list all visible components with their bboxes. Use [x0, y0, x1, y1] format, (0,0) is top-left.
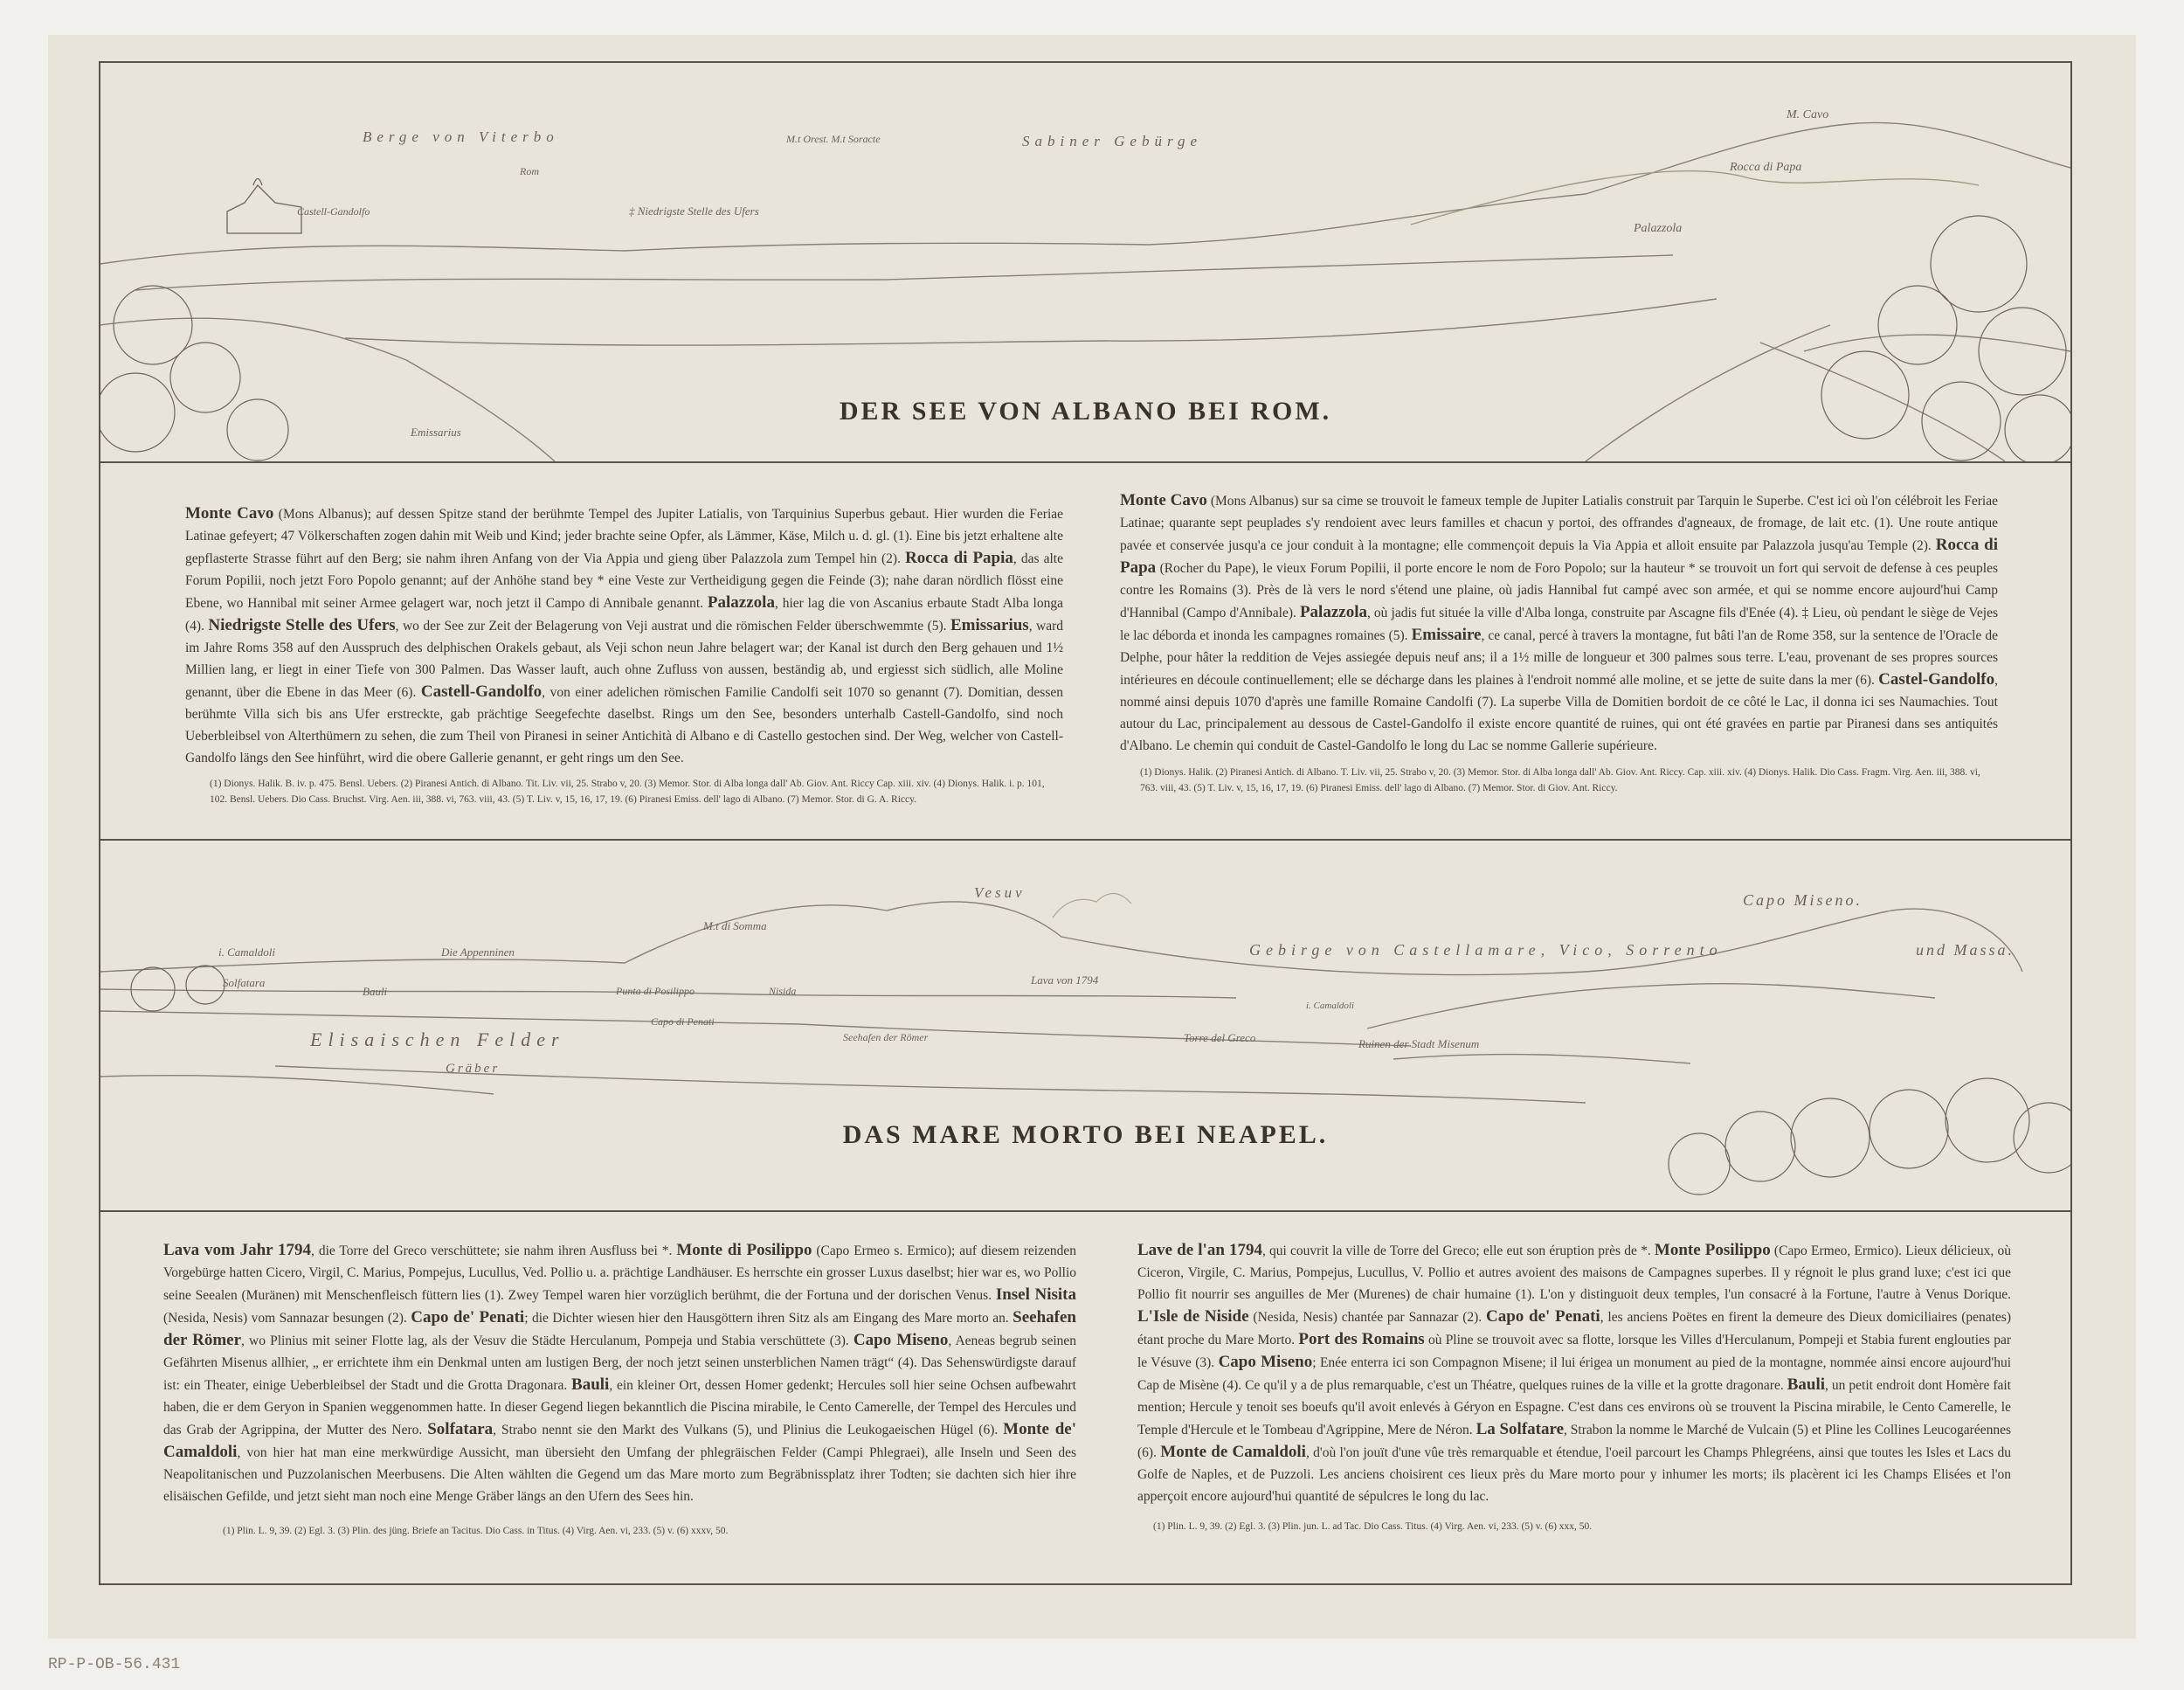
- entry-heading: Niedrigste Stelle des Ufers: [208, 616, 396, 634]
- label-somma: M.t di Somma: [703, 919, 767, 932]
- label-graeber: Gräber: [446, 1062, 501, 1076]
- entry-text: où Pline se trouvoit avec sa flotte, lorsque les Villes d'Herculanum, Pompeji et Stabia furent englouties par le Vésuve (3).: [1137, 1333, 2011, 1370]
- label-emissarius: Emissarius: [411, 426, 461, 439]
- entry-text: , von einer adelichen römischen Familie Candolfi seit 1070 so genannt (7). Domitian, dessen berühmte Villa sich bis ans Ufer erstreckte, gab prächtige Seegefechte daselbst. Rings um den See, besonders unterhalb Castell-Gandolfo, sind noch Ueberbleibsel von Alterthümern zu sehen, die zum Theil von Piranesi in seiner Antichità di Albano e di Castello gestochen sind. Der Weg, welcher von Castell-Gandolfo längs den See hinführt, wird die obere Gallerie genannt, er geht rings um den See.: [185, 685, 1063, 765]
- mare-morto-text-french: [1137, 1239, 2011, 1507]
- entry-heading: Rocca di Papa: [1120, 536, 1998, 577]
- entry-text: (Rocher du Pape), le vieux Forum Popilii, il porte encore le nom de Foro Popolo; sur la hauteur * se trouvoit un fort qui servoit de defense à ces peuples contre les Romains (3). Près de là vers le nord s'étend une plaine, où jadis Hannibal fut campé avec son armée, et qui se nomme encore aujourd'hui Camp d'Hannibal (Campo d'Annibale).: [1120, 561, 1998, 620]
- divider-1: [99, 461, 2072, 463]
- label-vesuv: Vesuv: [974, 884, 1026, 901]
- label-castell-gandolfo: Castell-Gandolfo: [297, 205, 370, 218]
- entry-text: , von hier hat man eine merkwürdige Aussicht, man übersieht den Umfang der phlegräischen Felder (Campi Phlegraei), alle Inseln und Seen des Neapolitanischen und Puzzolanischen Meerbusens. Die Alten wählten die Gegend um das Mare morto zum Begräbnissplatz ihrer Todten; sie dachten sich hier ihre elisäischen Gefilde, und jetzt sieht man noch eine Menge Gräber längs an den Ufern des Sees hin.: [163, 1445, 1076, 1504]
- entry-text: , ein kleiner Ort, dessen Homer gedenkt; Hercules soll hier seine Ochsen aufbewahrt haben, die er dem Geryon in Spanien weggenommen hatte. In dieser Gegend liegen bekanntlich die Piscina mirabile, le Cento Camerelle, der Tempel des Hercules und das Grab der Agrippina, der Mutter des Nero.: [163, 1378, 1076, 1437]
- entry-heading: Monte di Posilippo: [676, 1241, 812, 1259]
- label-berge-viterbo: Berge von Viterbo: [363, 128, 559, 145]
- entry-heading: Emissarius: [950, 616, 1029, 634]
- entry-text: (Mons Albanus); auf dessen Spitze stand der berühmte Tempel des Jupiter Latialis, von Tarquinius Superbus gebaut. Hier wurden die Feriae Latinae gefeyert; 47 Völkerschaften zogen dahin mit Weib und Kind; jeder brachte seine Opfer, als Lämmer, Käse, Milch u. d. gl. (1). Eine bis jetzt erhaltene alte gepflasterte Strasse führt auf den Berg; sie nahm ihren Anfang von der Via Appia und gieng über Palazzola zum Tempel hin (2).: [185, 507, 1064, 566]
- entry-heading: Insel Nisita: [995, 1285, 1076, 1304]
- entry-heading: Monte de Camaldoli: [1160, 1443, 1306, 1461]
- albano-text-french: [1120, 489, 1998, 757]
- label-elisaischen-felder: Elisaischen Felder: [310, 1029, 565, 1050]
- label-posilippo: Punta di Posilippo: [616, 985, 695, 997]
- entry-text: , ce canal, percé à travers la montagne, fut bâti l'an de Rome 358, sur la sentence de l'Oracle de Delphe, pour hâter la reddition de Vejes assiegée depuis neuf ans; il a 1½ mille de longueur et 300 palmes sous terre. L'eau, provenant de ses propres sources intérieures en découle continuellement; elle se décharge dans les plaines à l'endroit nommé alle moline, et se jette de suite dans la mer (6).: [1120, 628, 1998, 688]
- entry-heading: L'Isle de Niside: [1137, 1307, 1249, 1326]
- entry-text: (Nesida, Nesis) vom Sannazar besungen (2).: [163, 1311, 411, 1326]
- divider-3: [99, 1210, 2072, 1212]
- entry-heading: Castel-Gandolfo: [1878, 670, 1995, 689]
- entry-heading: Monte de' Camaldoli: [163, 1420, 1076, 1461]
- label-ruinen-misenum: Ruinen der Stadt Misenum: [1358, 1037, 1480, 1050]
- label-camaldoli-2: i. Camaldoli: [1306, 1001, 1355, 1011]
- entry-heading: Lave de l'an 1794: [1137, 1241, 1262, 1259]
- entry-text: ; Enée enterra ici son Compagnon Misene; il lui érigea un monument au pied de la montagne, nommée ainsi encore aujourd'hui Cap de Misène (4). Ce qu'il y a de plus remarquable, c'est un Théatre, quelques ruines de la ville et la grotte dragonare.: [1137, 1355, 2012, 1393]
- label-nisida: Nisida: [769, 985, 797, 997]
- entry-text: , qui couvrit la ville de Torre del Greco; elle eut son éruption près de *.: [1261, 1243, 1655, 1258]
- entry-heading: Capo de' Penati: [1486, 1307, 1600, 1326]
- label-sabiner-gebuerge: Sabiner Gebürge: [1022, 133, 1202, 149]
- label-rocca-di-papa: Rocca di Papa: [1730, 161, 1802, 174]
- entry-heading: Bauli: [1787, 1375, 1826, 1394]
- label-camaldoli: i. Camaldoli: [218, 945, 276, 959]
- mare-morto-panorama: [100, 841, 2070, 1210]
- entry-text: , les anciens Poëtes en firent la demeure des Dieux domiciliaires (penates) étant proche du Mare Morto.: [1137, 1310, 2012, 1347]
- entry-heading: Port des Romains: [1298, 1330, 1425, 1348]
- label-seehafen: Seehafen der Römer: [843, 1031, 929, 1043]
- label-bauli: Bauli: [363, 985, 388, 998]
- mare-morto-footnotes-french: (1) Plin. L. 9, 39. (2) Egl. 3. (3) Plin. jun. L. ad Tac. Dio Cass. Titus. (4) Virg. Aen. vi, 233. (5) v. (6) xxx, 50.: [1153, 1521, 1593, 1532]
- label-niedrigste-stelle: ‡ Niedrigste Stelle des Ufers: [629, 204, 759, 218]
- label-lava-1794: Lava von 1794: [1031, 973, 1099, 987]
- entry-text: , Aeneas begrub seinen Gefährten Misenus allhier, „ er errichtete ihm ein Denkmal unten am lustigen Berg, der noch jetzt seinen unsterblichen Namen trägt“ (4). Das Sehenswürdigste darauf ist: ein Theater, einige Ueberbleibsel der Stadt und die Grotta Dragonara.: [163, 1333, 1077, 1393]
- entry-text: , ward im Jahre Roms 358 auf den Ausspruch des delphischen Orakels gebaut, als Veji schon neun Jahre belagert war; der Kanal ist durch den Berg gehauen und 1½ Millien lang, er liegt in einer Tiefe von 300 Palmen. Das Wasser lauft, auch ohne Zufluss von aussen, beständig ab, und ergiesst sich südlich, alle Moline genannt, über die Ebene in das Meer (6).: [185, 619, 1063, 700]
- entry-heading: Capo de' Penati: [411, 1308, 525, 1326]
- label-solfatara: Solfatara: [223, 976, 266, 989]
- mare-morto-text-german: [163, 1239, 1076, 1507]
- entry-text: (Capo Ermeo, Ermico). Lieux délicieux, où Ciceron, Virgile, C. Marius, Pompejus, Lucullus, V. Pollio et autres avoient des maisons de Campagnes superbes. Il y régnoit le plus grand luxe; c'est ici que Pollio fit nourrir ses anguilles de Mer (Murenes) de chair humaine (1). L'on y distinguoit deux temples, l'un consacré à la Fortune, l'autre à Venus Dorique.: [1137, 1243, 2012, 1302]
- entry-text: ; die Dichter wiesen hier den Hausgöttern ihren Sitz als am Eingang des Mare morto an.: [524, 1311, 1013, 1326]
- entry-heading: Bauli: [571, 1375, 610, 1394]
- albano-title: DER SEE VON ALBANO BEI ROM.: [839, 397, 1332, 426]
- entry-heading: Monte Posilippo: [1654, 1241, 1771, 1259]
- entry-heading: Palazzola: [707, 593, 775, 612]
- entry-heading: Castell-Gandolfo: [420, 682, 543, 701]
- entry-text: , wo der See zur Zeit der Belagerung von Veji austrat und die römischen Felder überschwemmte (5).: [395, 619, 950, 634]
- entry-heading: Monte Cavo: [1120, 491, 1207, 509]
- entry-heading: Capo Miseno: [1218, 1353, 1313, 1371]
- entry-text: , Strabon la nomme le Marché de Vulcain (5) et Pline les Collines Leucogaréennes (6).: [1137, 1423, 2011, 1460]
- entry-heading: Monte Cavo: [185, 504, 274, 523]
- entry-text: , Strabo nennt sie den Markt des Vulkans (5), und Plinius die Leukogaeischen Hügel (6).: [493, 1423, 1004, 1437]
- label-appenninen: Die Appenninen: [441, 945, 515, 959]
- label-palazzola: Palazzola: [1634, 222, 1683, 235]
- mare-morto-footnotes-german: (1) Plin. L. 9, 39. (2) Egl. 3. (3) Plin. des jüng. Briefe an Tacitus. Dio Cass. in Titus. (4) Virg. Aen. vi, 233. (5) v. (6) xxxv, 50.: [223, 1526, 729, 1536]
- entry-heading: Solfatara: [427, 1420, 494, 1438]
- albano-panorama: [100, 63, 2070, 461]
- inventory-number: RP-P-OB-56.431: [48, 1656, 181, 1673]
- entry-heading: Rocca di Papia: [905, 549, 1013, 567]
- label-massa: und Massa.: [1916, 941, 2015, 959]
- entry-text: , hier lag die von Ascanius erbaute Stadt Alba longa (4).: [185, 596, 1063, 634]
- entry-text: , où jadis fut située la ville d'Alba longa, construite par Ascagne fils d'Enée (4). ‡ Lieu, où pendant le siège de Vejes le lac déborda et inonda les campagnes romaines (5).: [1120, 606, 1998, 643]
- entry-heading: Emissaire: [1411, 626, 1482, 644]
- albano-footnotes-german: (1) Dionys. Halik. B. iv. p. 475. Bensl. Uebers. (2) Piranesi Antich. di Albano. Tit. Liv. vii, 25. Strabo v, 20. (3) Memor. Stor. di Alba longa dall' Ab. Giov. Ant. Riccy Cap. xiii. xiv. (4) Dionys. Halik. i. p. 101, 102. Bensl. Uebers. Dio Cass. Bruchst. Virg. Aen. iii, 388. vi, 763. viii, 43. (5) T. Liv. v, 15, 16, 17, 19. (6) Piranesi Emiss. dell' lago di Albano. (7) Memor. Stor. di G. A. Riccy.: [210, 779, 1045, 805]
- entry-heading: La Solfatare: [1476, 1420, 1565, 1438]
- entry-text: (Nesida, Nesis) chantée par Sannazar (2).: [1248, 1310, 1486, 1325]
- label-orest-soracte: M.t Orest. M.t Soracte: [786, 133, 881, 145]
- entry-text: , die Torre del Greco verschüttete; sie nahm ihren Ausfluss bei *.: [311, 1243, 677, 1258]
- albano-text-german: [185, 502, 1063, 769]
- label-capo-penati: Capo di Penati: [651, 1015, 715, 1028]
- label-gebirge: Gebirge von Castellamare, Vico, Sorrento: [1249, 941, 1723, 959]
- entry-text: , d'où l'on jouït d'une vûe très remarquable et étendue, l'oeil parcourt les Champs Phlegréens, ainsi que toutes les Isles et Lacs du Golfe de Naples, et de Puzzoli. Les anciens choisirent ces lieux près du Mare morto pour y inhumer les morts; ils placèrent ici les Champs Elisées et l'on apperçoit encore aujourd'hui quantité de sépulcres le long du lac.: [1137, 1445, 2011, 1504]
- albano-footnotes-french: (1) Dionys. Halik. (2) Piranesi Antich. di Albano. T. Liv. vii, 25. Strabo v, 20. (3) Memor. Stor. di Alba longa dall' Ab. Giov. Ant. Riccy. Cap. xiii. xiv. (4) Dionys. Halik. Dio Cass. Fragm. Virg. Aen. iii, 388. vi, 763. viii, 43. (5) T. Liv. v, 15, 16, 17, 19. (6) Piranesi Emiss. dell' lago di Albano. (7) Memor. Stor. di Giov. Ant. Riccy.: [1140, 767, 1980, 793]
- entry-heading: Lava vom Jahr 1794: [163, 1241, 312, 1259]
- label-torre-greco: Torre del Greco: [1184, 1031, 1256, 1044]
- mare-morto-title: DAS MARE MORTO BEI NEAPEL.: [842, 1120, 1329, 1149]
- entry-heading: Capo Miseno: [853, 1331, 949, 1349]
- entry-text: , nommé ainsi depuis 1070 d'après une famille Romaine Candolfi (7). La superbe Villa de Domitien bordoit de ce côté le Lac, il donna ici ses Naumachies. Tout autour du Lac, principalement au dessous de Castel-Gandolfo il existe encore quantité de ruines, qui ont été gravées en partie par Piranesi dans ses antiquités d'Albano. Le chemin qui conduit de Castel-Gandolfo le long du Lac se nomme Gallerie supérieure.: [1120, 673, 1998, 753]
- entry-text: , un petit endroit dont Homère fait mention; Hercule y tenoit ses boeufs qu'il avoit enlevés à Géryon en Espagne. C'est dans ces environs où se trouvent la Piscina mirabile, le Cento Camerelle, le Temple d'Hercule et le Tombeau d'Agrippine, Mere de Néron.: [1137, 1378, 2011, 1437]
- entry-heading: Seehafen der Römer: [163, 1308, 1076, 1349]
- label-rom: Rom: [520, 165, 539, 177]
- label-monte-cavo: M. Cavo: [1787, 108, 1829, 121]
- entry-heading: Palazzola: [1299, 603, 1367, 621]
- label-capo-miseno: Capo Miseno.: [1743, 891, 1863, 909]
- entry-text: , das alte Forum Popilii, noch jetzt Foro Popolo genannt; auf der Anhöhe stand bey * eine Veste zur Vertheidigung gegen die Feinde (3); nahe daran nördlich flösst eine Ebene, wo Hannibal mit seiner Armee gelagert war, noch jetzt il Campo di Annibale genannt.: [185, 551, 1063, 611]
- entry-text: (Mons Albanus) sur sa cime se trouvoit le fameux temple de Jupiter Latialis construit par Tarquin le Superbe. C'est ici où l'on célébroit les Feriae Latinae; quarante sept peuplades s'y rendoient avec leurs familles et chacun y portoi, des offrandes d'agneaux, de fromage, de lait etc. (1). Une route antique pavée et conservée jusqu'a ce jour conduit à la montagne; elle commençoit depuis la Via Appia et alloit ensuite par Palazzola jusqu'au Temple (2).: [1120, 494, 1998, 553]
- entry-text: (Capo Ermeo s. Ermico); auf diesem reizenden Vorgebürge hatten Cicero, Virgil, C. Marius, Pompejus, Lucullus, Ved. Pollio u. a. prächtige Landhäuser. Es herrschte ein grosser Luxus daselbst; hier war es, wo Pollio seine Seealen (Muränen) mit Menschenfleisch füttern lies (1). Zwey Tempel waren hier vorzüglich berühmt, die der Fortuna und der dorischen Venus.: [163, 1243, 1077, 1303]
- entry-text: , wo Plinius mit seiner Flotte lag, als der Vesuv die Städte Herculanum, Pompeja und Stabia verschüttete (3).: [241, 1333, 854, 1348]
